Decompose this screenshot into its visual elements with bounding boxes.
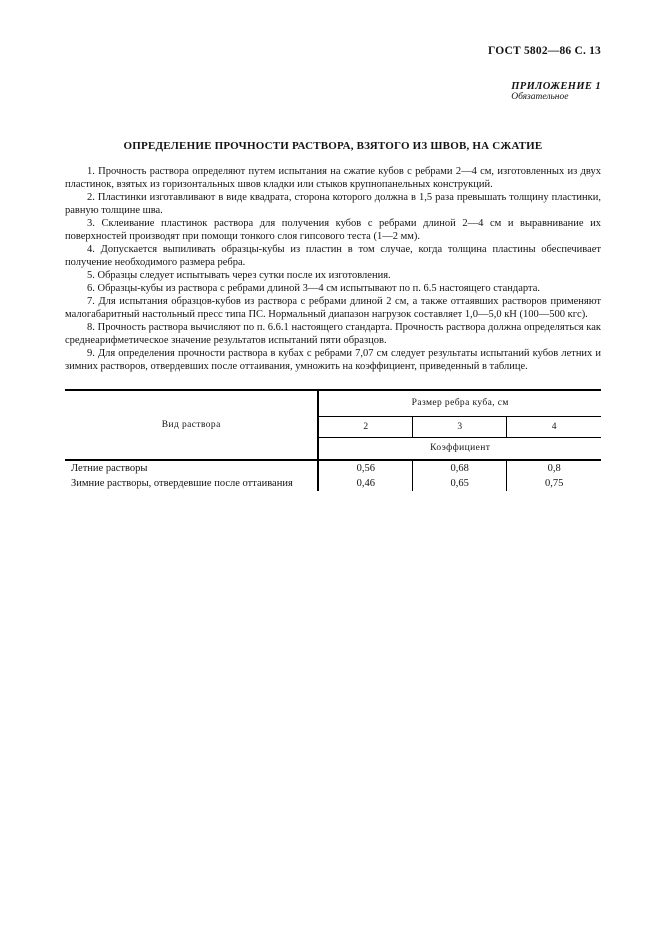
table-cell: 0,46 xyxy=(356,478,375,489)
annex-label: ПРИЛОЖЕНИЕ 1 xyxy=(511,81,601,92)
paragraph-9: 9. Для определения прочности раствора в кубах с ребрами 7,07 см следует результаты испытаний кубов летних и зимних растворов, отвердевших после оттаивания, умножить на коэффициент, приведенный в таблице. xyxy=(65,348,601,372)
document-title: ОПРЕДЕЛЕНИЕ ПРОЧНОСТИ РАСТВОРА, ВЗЯТОГО ИЗ ШВОВ, НА СЖАТИЕ xyxy=(123,140,543,152)
paragraph-8: 8. Прочность раствора вычисляют по п. 6.6.1 настоящего стандарта. Прочность раствора должна определяться как среднеарифметическое значение результатов испытаний пяти образцов. xyxy=(65,322,601,346)
paragraph-5: 5. Образцы следует испытывать через сутки после их изготовления. xyxy=(87,270,391,281)
body-paragraphs xyxy=(65,165,601,373)
table-col-header-3: 3 xyxy=(413,416,507,437)
table-cell: 0,65 xyxy=(413,476,507,491)
paragraph-4: 4. Допускается выпиливать образцы-кубы из пластин в том случае, когда толщина пластины обеспечивает получение необходимого размера ребра. xyxy=(65,244,601,268)
coefficient-table xyxy=(65,389,601,491)
paragraph-1: 1. Прочность раствора определяют путем испытания на сжатие кубов с ребрами 2—4 см, изготовленных из двух пластинок, взятых из горизонтальных швов кладки или стыков крупнопанельных конструкций. xyxy=(65,166,601,190)
table-stub-header: Вид раствора xyxy=(65,390,318,460)
paragraph-7: 7. Для испытания образцов-кубов из раствора с ребрами длиной 2 см, а также оттаявших растворов применяют малогабаритный настольный пресс типа ПС. Нормальный диапазон нагрузок составляет 1,0—5,0 кН (100—500 кгс). xyxy=(65,296,601,320)
annex-subtitle: Обязательное xyxy=(511,92,569,102)
table-cell: 0,75 xyxy=(544,478,564,489)
table-cell: 0,56 xyxy=(356,463,375,474)
paragraph-6: 6. Образцы-кубы из раствора с ребрами длиной 3—4 см испытывают по п. 6.5 настоящего стандарта. xyxy=(87,283,540,294)
table-spanner-header: Коэффициент xyxy=(318,437,601,460)
standard-page-header: ГОСТ 5802—86 С. 13 xyxy=(488,45,601,57)
table-cell: 0,68 xyxy=(413,460,507,476)
table-row-label-summer: Летние растворы xyxy=(65,460,318,476)
annex-block xyxy=(511,81,601,103)
table-cell: 0,8 xyxy=(547,463,561,474)
table-col-header-2: 2 xyxy=(318,416,412,437)
table-col-header-4: 4 xyxy=(507,416,601,437)
paragraph-2: 2. Пластинки изготавливают в виде квадрата, сторона которого должна в 1,5 раза превышать толщину пластинки, равную толщине шва. xyxy=(65,192,601,216)
annex-block-wrapper xyxy=(65,81,601,104)
paragraph-3: 3. Склеивание пластинок раствора для получения кубов с ребрами длиной 2—4 см и выравнивание их поверхностей производят при помощи тонкого слоя гипсового теста (1—2 мм). xyxy=(65,218,601,242)
table-colgroup-header: Размер ребра куба, см xyxy=(318,390,601,416)
table-row-label-winter: Зимние растворы, отвердевшие после оттаивания xyxy=(65,476,318,491)
